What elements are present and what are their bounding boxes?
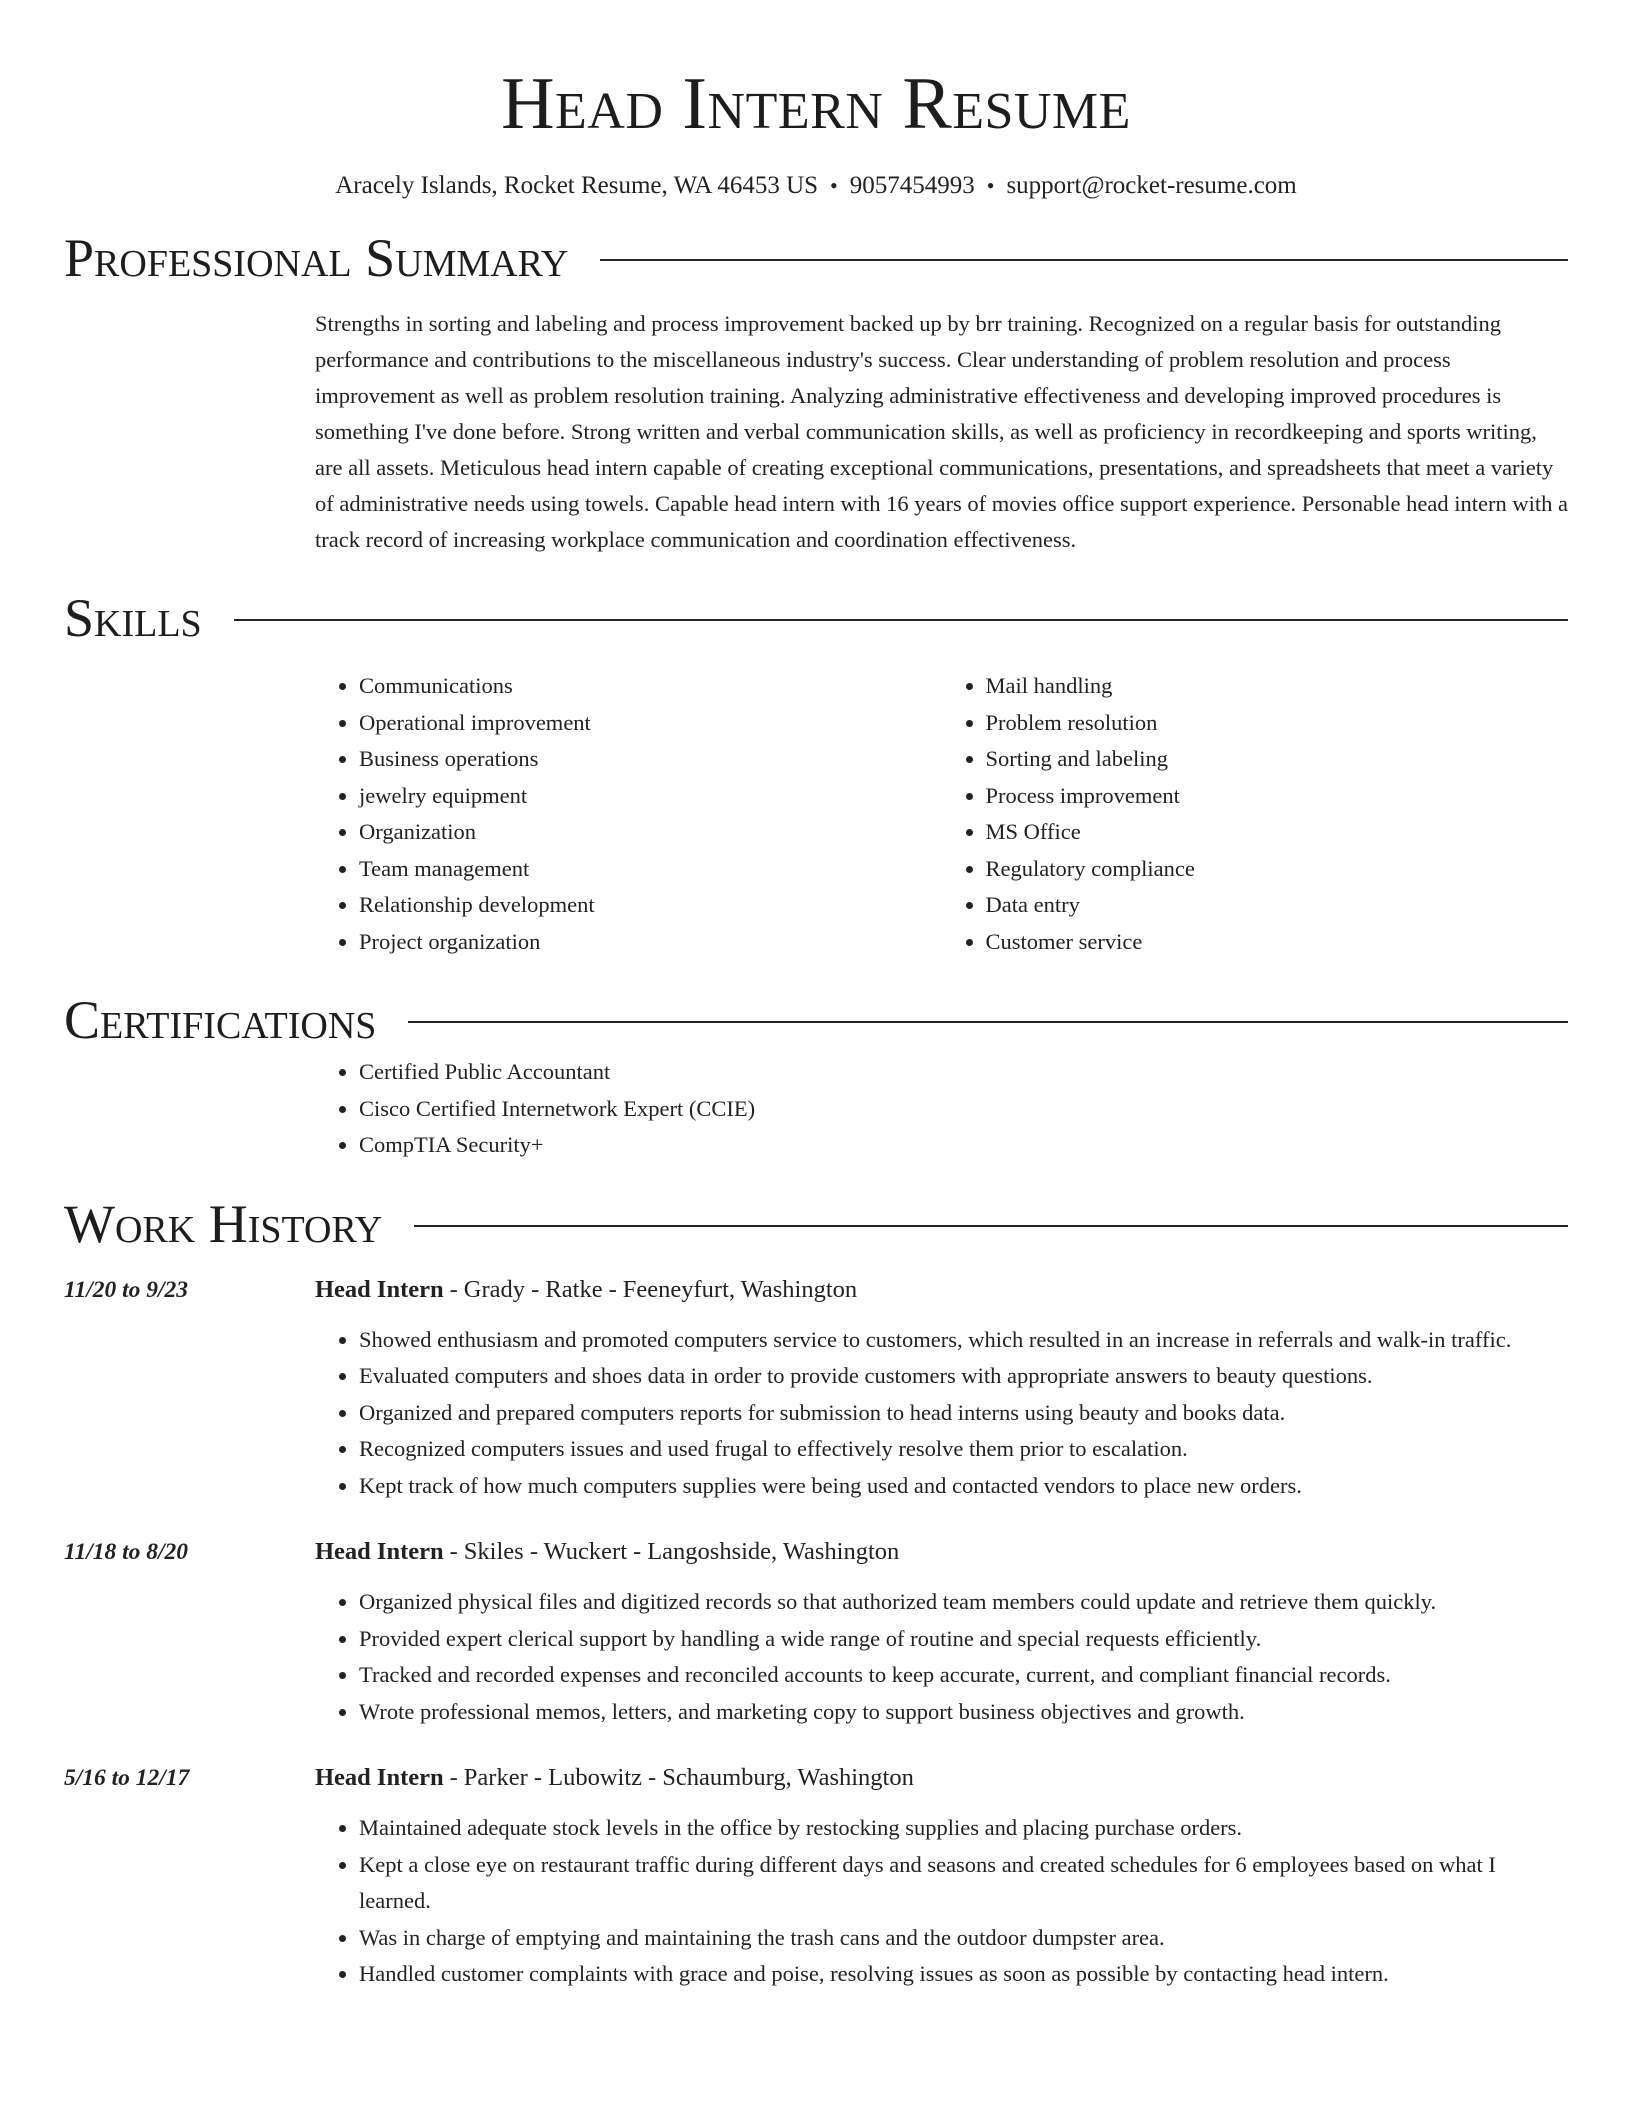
job-title: Head Intern xyxy=(315,1764,444,1791)
section-divider xyxy=(600,259,1568,261)
job-bullet: • Evaluated computers and shoes data in order to provide customers with appropriate answers to beauty questions. xyxy=(359,1358,1568,1395)
section-title-skills: Skills xyxy=(64,588,202,648)
job-bullets xyxy=(315,1584,1568,1730)
contact-separator: • xyxy=(830,173,838,198)
certification-item: • CompTIA Security+ xyxy=(359,1127,1568,1164)
summary-text: Strengths in sorting and labeling and process improvement backed up by brr training. Recognized on a regular basis for outstanding performance and contributions to the miscellaneous industry's success. Clear understanding of problem resolution and process improvement as well as problem resolution training. Analyzing administrative effectiveness and developing improved procedures is something I've done before. Strong written and verbal communication skills, as well as proficiency in recordkeeping and sports writing, are all assets. Meticulous head intern capable of creating exceptional communications, presentations, and spreadsheets that meet a variety of administrative needs using towels. Capable head intern with 16 years of movies office support experience. Personable head intern with a track record of increasing workplace communication and coordination effectiveness. xyxy=(315,311,1568,552)
job-details xyxy=(315,1534,1568,1730)
job-header xyxy=(315,1534,1568,1570)
job-separator: - xyxy=(449,1538,458,1565)
job-dates: 11/20 to 9/23 xyxy=(64,1276,189,1303)
job-location: Langoshside, Washington xyxy=(647,1538,900,1565)
job-title: Head Intern xyxy=(315,1275,444,1303)
section-title-certifications: Certifications xyxy=(64,990,377,1050)
skill-item: • Sorting and labeling xyxy=(986,741,1569,778)
contact-email: support@rocket-resume.com xyxy=(1006,172,1297,199)
section-divider xyxy=(408,1021,1568,1023)
summary-body xyxy=(315,306,1568,558)
section-title-summary: Professional Summary xyxy=(64,228,569,288)
job-header xyxy=(315,1272,1568,1308)
skill-item: • Customer service xyxy=(986,924,1569,961)
certifications-section xyxy=(64,986,1568,1164)
certification-item: • Certified Public Accountant xyxy=(359,1054,1568,1091)
skill-item: • Mail handling xyxy=(986,668,1569,705)
skill-item: • Organization xyxy=(359,814,942,851)
skill-item: • Relationship development xyxy=(359,887,942,924)
job-bullet: • Organized and prepared computers reports for submission to head interns using beauty and books data. xyxy=(359,1395,1568,1432)
certifications-list xyxy=(315,1054,1568,1164)
job-bullet: • Organized physical files and digitized records so that authorized team members could update and retrieve them quickly. xyxy=(359,1584,1568,1621)
skill-item: • Communications xyxy=(359,668,942,705)
contact-address: Aracely Islands, Rocket Resume, WA 46453 US xyxy=(335,172,819,199)
skills-body xyxy=(315,668,1568,960)
job-bullet: • Tracked and recorded expenses and reconciled accounts to keep accurate, current, and compliant financial records. xyxy=(359,1657,1568,1694)
job-dates: 5/16 to 12/17 xyxy=(64,1765,190,1791)
job-bullet: • Showed enthusiasm and promoted computers service to customers, which resulted in an increase in referrals and walk-in traffic. xyxy=(359,1322,1568,1359)
job-title: Head Intern xyxy=(315,1538,444,1565)
section-title-work-history: Work History xyxy=(64,1193,383,1254)
skill-item: • Process improvement xyxy=(986,778,1569,815)
skill-item: • Operational improvement xyxy=(359,705,942,742)
skill-item: • MS Office xyxy=(986,814,1569,851)
job-location: Feeneyfurt, Washington xyxy=(622,1275,858,1303)
section-divider xyxy=(234,619,1568,621)
job-separator: - xyxy=(449,1275,458,1303)
summary-section xyxy=(64,224,1568,558)
section-header xyxy=(64,224,1568,292)
section-header xyxy=(64,986,1568,1054)
job-bullets xyxy=(315,1810,1568,1993)
job-entry xyxy=(64,1272,1568,1505)
resume-title: Head Intern Resume xyxy=(501,63,1131,145)
job-company: Grady - Ratke xyxy=(463,1275,603,1303)
job-dates: 11/18 to 8/20 xyxy=(64,1539,189,1565)
contact-phone: 9057454993 xyxy=(849,172,975,199)
job-bullet: • Was in charge of emptying and maintaining the trash cans and the outdoor dumpster area. xyxy=(359,1920,1568,1957)
contact-line xyxy=(64,170,1568,202)
job-company: Skiles - Wuckert xyxy=(463,1538,628,1565)
skills-grid xyxy=(315,668,1568,960)
job-separator: - xyxy=(449,1764,458,1791)
certification-item: • Cisco Certified Internetwork Expert (CCIE) xyxy=(359,1091,1568,1128)
skill-item: • Business operations xyxy=(359,741,942,778)
skill-item: • Data entry xyxy=(986,887,1569,924)
job-separator: - xyxy=(648,1764,657,1791)
skills-list-left xyxy=(315,668,942,960)
job-bullet: • Recognized computers issues and used frugal to effectively resolve them prior to escalation. xyxy=(359,1431,1568,1468)
section-header xyxy=(64,584,1568,652)
section-divider xyxy=(414,1225,1568,1227)
job-bullet: • Kept a close eye on restaurant traffic during different days and seasons and created schedules for 6 employees based on what I learned. xyxy=(359,1847,1568,1920)
contact-separator: • xyxy=(986,173,995,198)
skill-item: • Regulatory compliance xyxy=(986,851,1569,888)
job-bullet: • Kept track of how much computers supplies were being used and contacted vendors to place new orders. xyxy=(359,1468,1568,1505)
job-separator: - xyxy=(608,1275,617,1303)
job-bullets xyxy=(315,1322,1568,1505)
job-entry xyxy=(64,1760,1568,1993)
job-details xyxy=(315,1272,1568,1505)
job-separator: - xyxy=(633,1538,642,1565)
skill-item: • Project organization xyxy=(359,924,942,961)
job-entry xyxy=(64,1534,1568,1730)
job-bullet: • Wrote professional memos, letters, and marketing copy to support business objectives and growth. xyxy=(359,1694,1568,1731)
job-details xyxy=(315,1760,1568,1993)
job-bullet: • Provided expert clerical support by handling a wide range of routine and special requests efficiently. xyxy=(359,1621,1568,1658)
skills-list-right xyxy=(942,668,1569,960)
job-company: Parker - Lubowitz xyxy=(463,1764,643,1791)
job-bullet: • Maintained adequate stock levels in the office by restocking supplies and placing purchase orders. xyxy=(359,1810,1568,1847)
section-header xyxy=(64,1190,1568,1258)
certifications-body xyxy=(315,1054,1568,1164)
skills-section xyxy=(64,584,1568,960)
skill-item: • jewelry equipment xyxy=(359,778,942,815)
work-history-section xyxy=(64,1190,1568,1993)
job-bullet: • Handled customer complaints with grace and poise, resolving issues as soon as possible by contacting head intern. xyxy=(359,1956,1568,1993)
job-header xyxy=(315,1760,1568,1796)
skill-item: • Team management xyxy=(359,851,942,888)
skill-item: • Problem resolution xyxy=(986,705,1569,742)
job-location: Schaumburg, Washington xyxy=(662,1764,914,1791)
